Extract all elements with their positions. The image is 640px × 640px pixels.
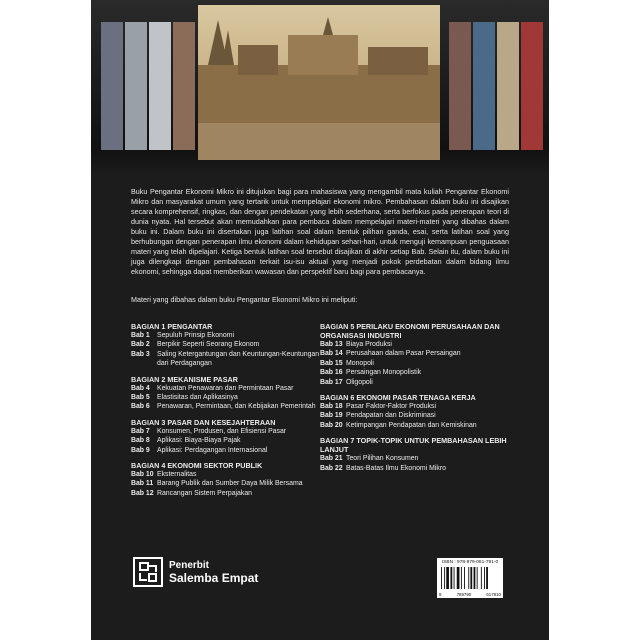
chapter-number: Bab 11 (131, 480, 154, 488)
barcode-bar (457, 567, 460, 589)
section-heading: BAGIAN 1 PENGANTAR (131, 322, 213, 331)
contents-intro: Materi yang dibahas dalam buku Pengantar Ekonomi Mikro ini meliputi: (131, 295, 358, 304)
barcode-digits: 617810 (486, 592, 501, 597)
chapter-number: Bab 10 (131, 471, 154, 479)
chapter-entry (131, 427, 321, 436)
art-tile (125, 22, 147, 150)
chapter-number: Bab 7 (131, 427, 150, 435)
chapter-number: Bab 9 (131, 446, 150, 454)
art-tile (473, 22, 495, 150)
barcode-bar (450, 567, 452, 589)
chapter-title: Monopoli (346, 359, 374, 367)
chapter-title: Pendapatan dan Diskriminasi (346, 412, 436, 420)
chapter-title: Aplikasi: Perdagangan Internasional (157, 446, 268, 454)
chapter-number: Bab 14 (320, 350, 343, 358)
art-tile (149, 22, 171, 150)
chapter-title: Pasar Faktor-Faktor Produksi (346, 403, 436, 411)
medieval-town-painting (198, 5, 440, 160)
chapter-entry (131, 436, 321, 445)
barcode-digits: 9 (439, 592, 442, 597)
chapter-number: Bab 15 (320, 359, 343, 367)
chapter-title: Konsumen, Produsen, dan Efisiensi Pasar (157, 427, 287, 435)
chapter-entry (131, 489, 321, 498)
chapter-entry (131, 402, 321, 411)
chapter-title: Barang Publik dan Sumber Daya Milik Bersama (157, 480, 303, 488)
publisher-name: Salemba Empat (169, 571, 259, 585)
chapter-number: Bab 18 (320, 403, 343, 411)
barcode-bars (441, 567, 499, 589)
section-heading: BAGIAN 7 TOPIK-TOPIK UNTUK PEMBAHASAN LEBIH LANJUT (320, 436, 507, 455)
cover-artwork-strip (91, 0, 549, 175)
chapter-entry (131, 479, 321, 488)
barcode-bar (470, 567, 472, 589)
barcode-bar (454, 567, 455, 589)
chapter-number: Bab 19 (320, 412, 343, 420)
chapter-title: Biaya Produksi (346, 341, 392, 348)
barcode-bar (468, 567, 469, 589)
chapter-entry (320, 340, 510, 349)
chapter-entry (320, 454, 510, 463)
chapter-title: Eksternalitas (157, 471, 197, 479)
barcode-bar (441, 567, 442, 589)
chapter-number: Bab 12 (131, 489, 154, 497)
publisher-label: Penerbit (169, 560, 210, 571)
chapter-title: Sepuluh Prinsip Ekonomi (157, 332, 234, 339)
barcode-bar (486, 567, 488, 589)
barcode-bar (477, 567, 478, 589)
barcode-bar (464, 567, 465, 589)
chapter-number: Bab 22 (320, 464, 343, 472)
section-heading: BAGIAN 4 EKONOMI SEKTOR PUBLIK (131, 461, 263, 471)
barcode-digits: 789790 (456, 592, 472, 597)
chapter-number: Bab 17 (320, 378, 343, 386)
chapter-entry (131, 340, 321, 349)
salemba-empat-logo-icon (133, 557, 163, 587)
section-heading: BAGIAN 5 PERILAKU EKONOMI PERUSAHAAN DAN ORGANISASI INDUSTRI (320, 322, 500, 340)
chapter-entry (131, 384, 321, 393)
chapter-title: Persaingan Monopolistik (346, 369, 422, 377)
chapter-title: Penawaran, Permintaan, dan Kebijakan Pemerintah (157, 403, 316, 411)
chapter-title: Elastisitas dan Aplikasinya (157, 394, 238, 402)
section-heading: BAGIAN 2 MEKANISME PASAR (131, 374, 238, 384)
publisher-block (133, 557, 258, 587)
art-tile (497, 22, 519, 150)
chapter-entry (320, 349, 510, 358)
art-tile (101, 22, 123, 150)
chapter-number: Bab 13 (320, 341, 343, 348)
section-heading: BAGIAN 6 EKONOMI PASAR TENAGA KERJA (320, 393, 476, 403)
chapter-number: Bab 5 (131, 394, 150, 402)
chapter-entry (131, 393, 321, 402)
chapter-entry (131, 350, 321, 369)
book-back-cover (91, 0, 549, 640)
art-tile (173, 22, 195, 150)
chapter-number: Bab 6 (131, 403, 150, 411)
chapter-title: Berpikir Seperti Seorang Ekonom (157, 341, 260, 349)
chapter-title: Oligopoli (346, 378, 373, 386)
chapter-entry (320, 359, 510, 368)
chapter-entry (320, 378, 510, 387)
chapter-number: Bab 1 (131, 332, 150, 339)
chapter-number: Bab 21 (320, 455, 343, 463)
chapter-title: Batas-Batas Ilmu Ekonomi Mikro (346, 464, 446, 472)
chapter-title: Perusahaan dalam Pasar Persaingan (346, 350, 461, 358)
chapter-title: Ketimpangan Pendapatan dan Kemiskinan (346, 421, 477, 429)
art-tile (521, 22, 543, 150)
chapter-title: Aplikasi: Biaya-Biaya Pajak (157, 437, 241, 445)
chapter-entry (131, 446, 321, 455)
chapter-title: Kekuatan Penawaran dan Permintaan Pasar (157, 384, 294, 392)
chapter-title: Teori Pilihan Konsumen (346, 455, 419, 463)
chapter-number: Bab 16 (320, 369, 343, 377)
chapter-entry (320, 464, 510, 473)
chapter-title: Saling Ketergantungan dan Keuntungan-Keuntungan dari Perdagangan (157, 350, 320, 368)
barcode-bar (444, 567, 445, 589)
chapter-number: Bab 4 (131, 384, 150, 392)
chapter-entry (320, 411, 510, 420)
chapter-entry (320, 402, 510, 411)
barcode-bar (446, 567, 449, 589)
barcode-bar (484, 567, 485, 589)
art-tile (449, 22, 471, 150)
chapter-entry (131, 331, 321, 340)
chapter-entry (131, 470, 321, 479)
barcode-bar (481, 567, 482, 589)
chapter-entry (320, 421, 510, 430)
chapter-title: Rancangan Sistem Perpajakan (157, 489, 252, 497)
book-description: Buku Pengantar Ekonomi Mikro ini ditujukan bagi para mahasiswa yang mengambil mata kuliah Pengantar Ekonomi Mikro dan masyarakat umum yang tertarik untuk mempelajari ekonomi mikro. Pembahasan dalam buku ini disajikan secara komprehensif, ringkas, dan dengan pendekatan yang lebih sederhana, serta berfokus pada penerapan teori di dunia nyata. Hal tersebut akan memudahkan para pembaca dalam mempelajari materi-materi yang dibahas dalam buku ini. Dalam buku ini disertakan juga latihan soal dalam bentuk pilihan ganda, esai, serta latihan soal yang berhubungan dengan penerapan ilmu ekonomi dalam kehidupan sehari-hari, untuk menguji kemampuan penguasaan materi yang telah dipelajari. Ketiga bentuk latihan soal tersebut disajikan di akhir setiap Bab. Selain itu, dalam buku ini juga dilengkapi dengan pembahasan terkait isu-isu aktual yang menjadi pokok perdebatan dalam bidang ilmu ekonomi, sehingga dapat memberikan wawasan dan perspektif baru bagi para pembacanya. (131, 187, 509, 276)
chapter-number: Bab 3 (131, 350, 150, 358)
contents-left-column (131, 322, 321, 498)
barcode-bar (461, 567, 462, 589)
section-heading: BAGIAN 3 PASAR DAN KESEJAHTERAAN (131, 417, 276, 427)
isbn-barcode (437, 558, 503, 598)
chapter-number: Bab 8 (131, 437, 150, 445)
barcode-bar (474, 567, 476, 589)
contents-right-column (320, 322, 510, 473)
chapter-entry (320, 368, 510, 377)
chapter-number: Bab 20 (320, 421, 343, 429)
isbn-text: ISBN : 978-979-061-781-0 (441, 560, 499, 565)
chapter-number: Bab 2 (131, 341, 150, 349)
